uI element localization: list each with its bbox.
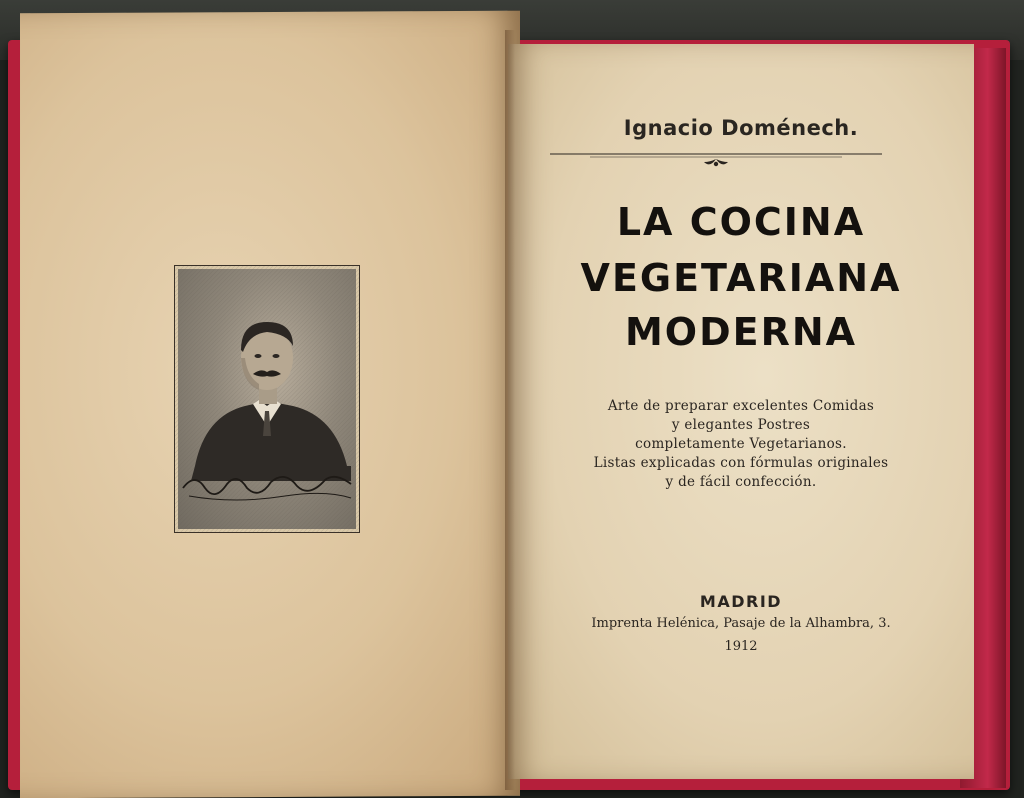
subtitle-line: y elegantes Postres bbox=[671, 417, 811, 433]
subtitle-line: y de fácil confección. bbox=[665, 474, 817, 490]
publication-city: MADRID bbox=[699, 592, 783, 611]
subtitle-block bbox=[508, 397, 974, 492]
subtitle-line: Listas explicadas con fórmulas originales bbox=[593, 455, 889, 471]
book-title-line-2: VEGETARIANA bbox=[580, 256, 902, 300]
author-name: Ignacio Doménech. bbox=[623, 116, 859, 140]
author-portrait bbox=[174, 265, 360, 533]
subtitle-line: Arte de preparar excelentes Comidas bbox=[607, 398, 875, 414]
printer-imprint: Imprenta Helénica, Pasaje de la Alhambra, 3. bbox=[591, 616, 891, 631]
portrait-engraving bbox=[175, 266, 359, 532]
ornament-rule bbox=[550, 150, 882, 170]
fleuron-icon bbox=[704, 159, 728, 166]
book-title-line-1: LA COCINA bbox=[616, 200, 866, 244]
publication-year: 1912 bbox=[724, 639, 758, 654]
book-title-line-3: MODERNA bbox=[624, 310, 858, 354]
subtitle-line: completamente Vegetarianos. bbox=[635, 436, 847, 452]
